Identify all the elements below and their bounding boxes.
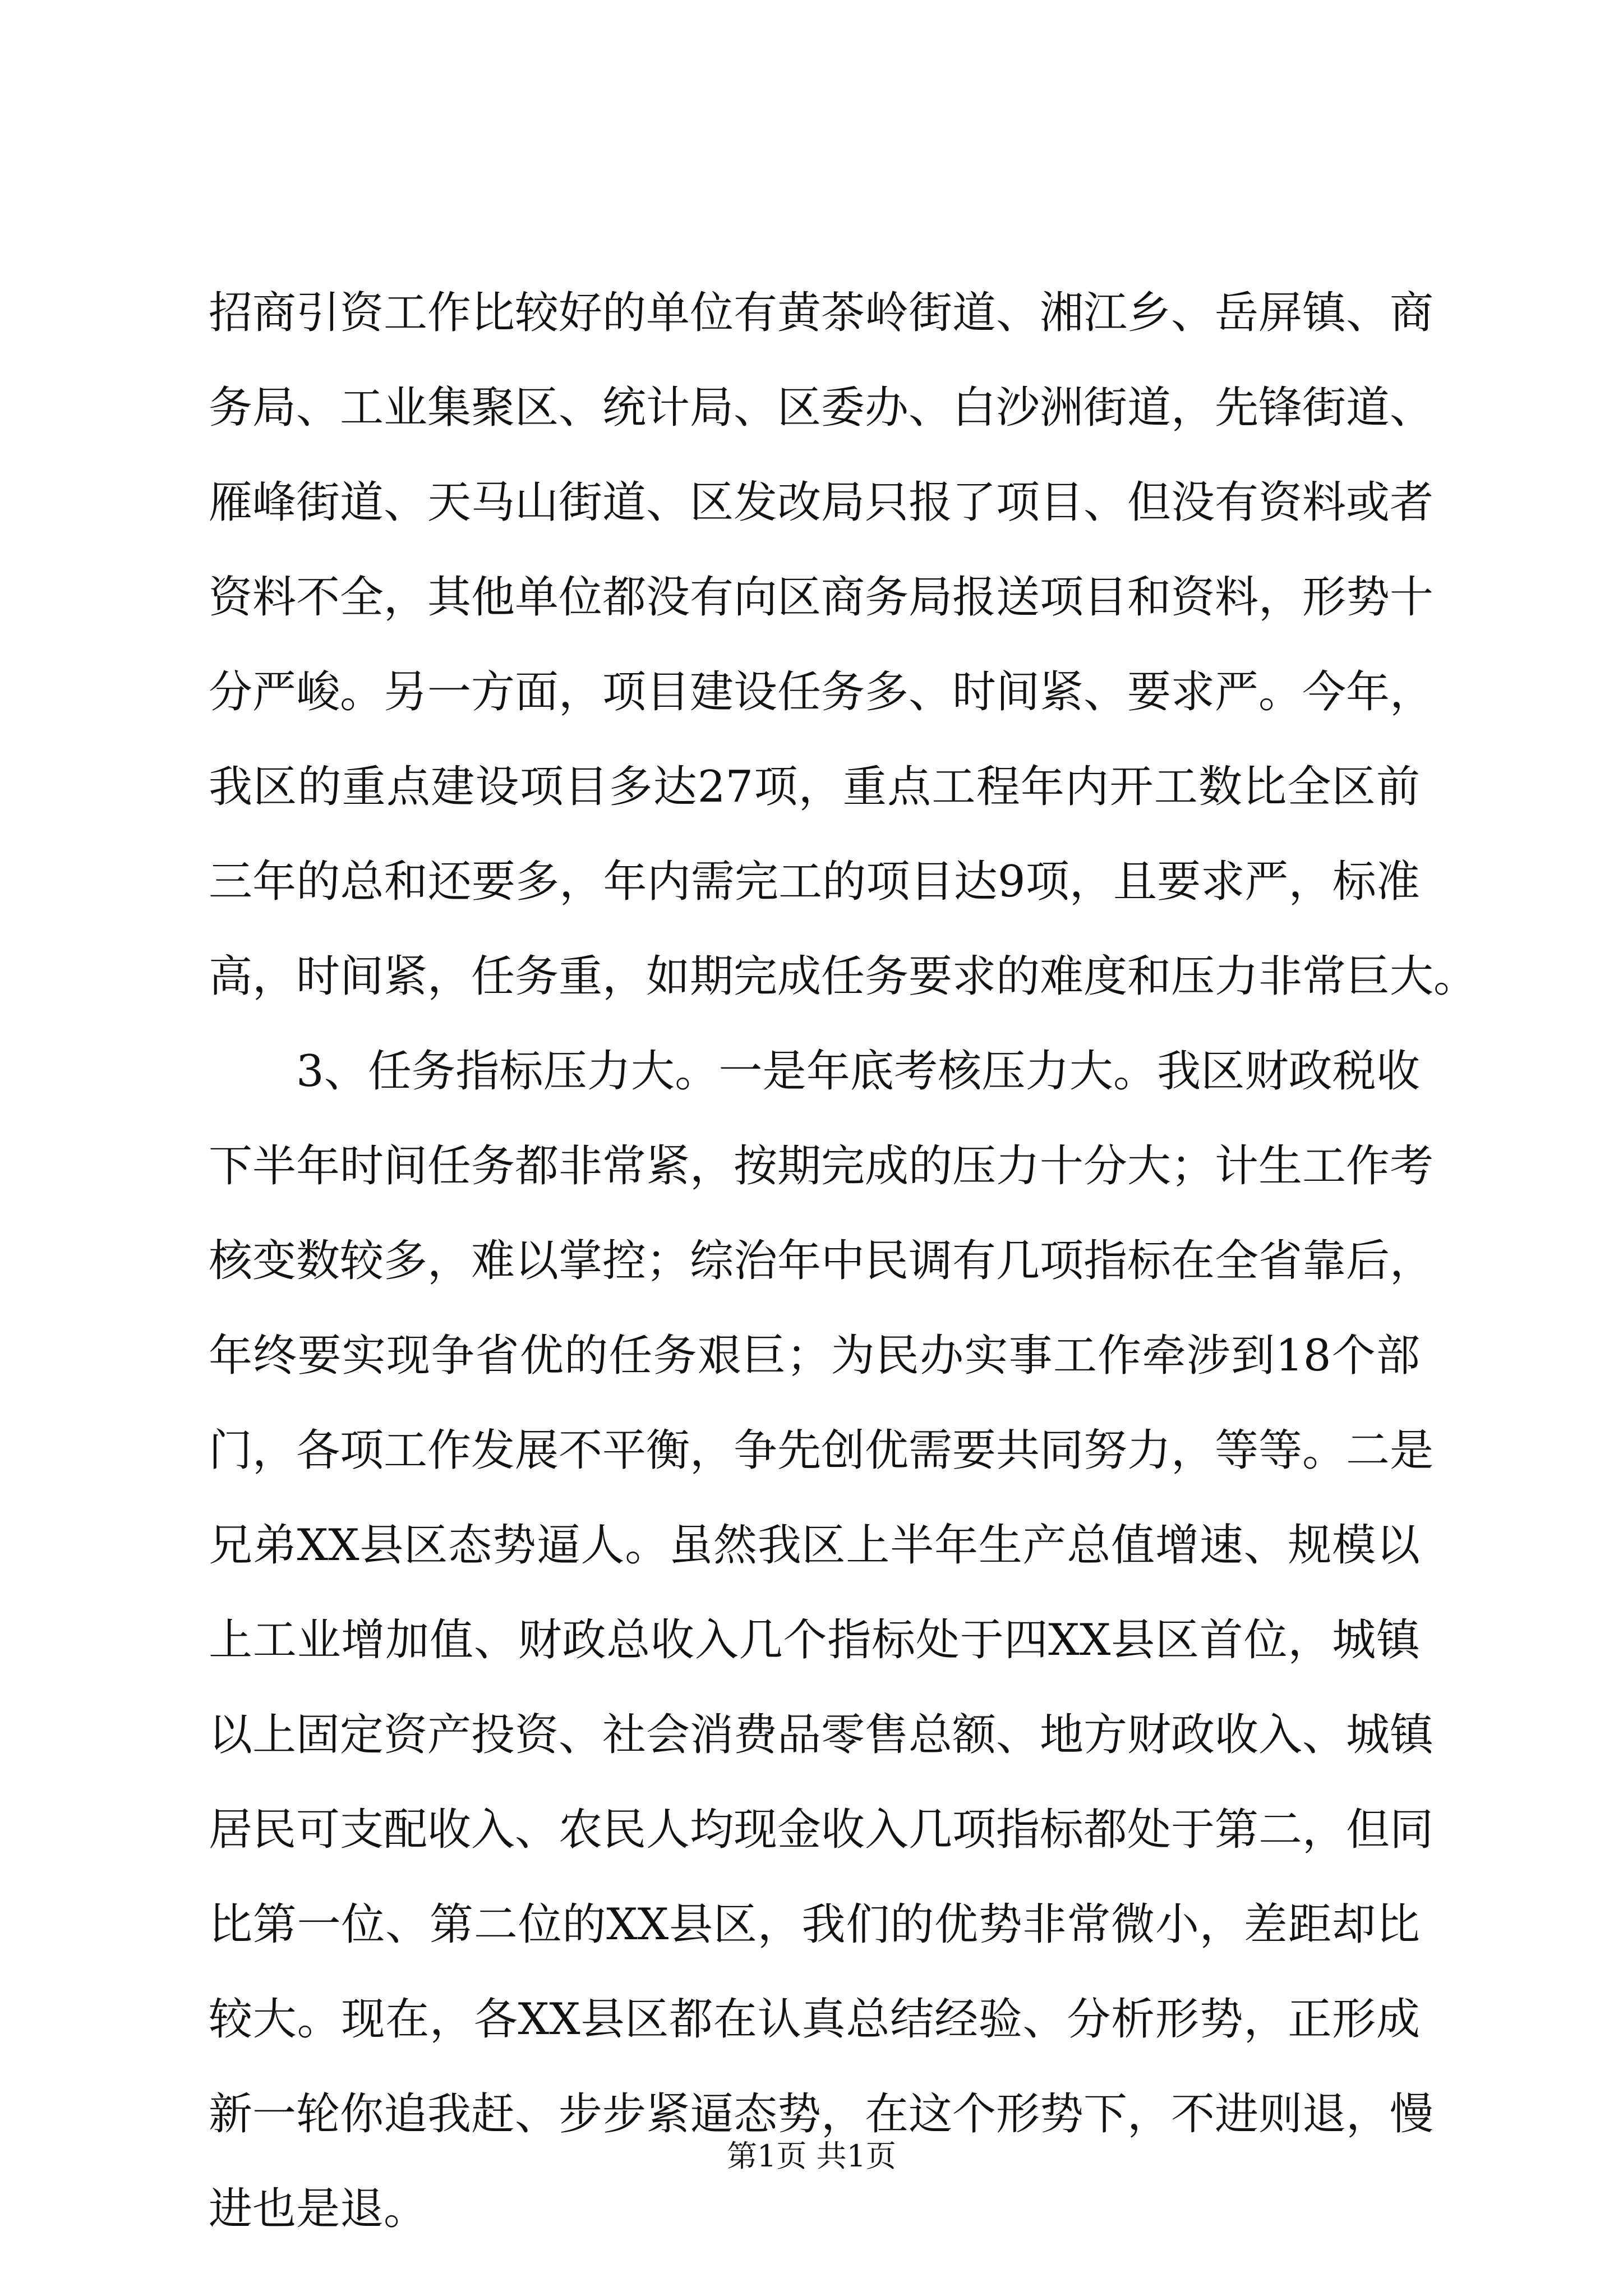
text-line: 雁峰街道、天马山街道、区发改局只报了项目、但没有资料或者	[209, 477, 1434, 528]
text-line: 核变数较多，难以掌控；综治年中民调有几项指标在全省靠后，	[209, 1236, 1434, 1286]
page-footer: 第1页 共1页	[727, 2138, 896, 2174]
text-line: 门，各项工作发展不平衡，争先创优需要共同努力，等等。二是	[209, 1425, 1434, 1476]
text-line: 上工业增加值、财政总收入几个指标处于四XX县区首位，城镇	[209, 1615, 1420, 1665]
text-line: 兄弟XX县区态势逼人。虽然我区上半年生产总值增速、规模以	[209, 1520, 1420, 1571]
text-line: 比第一位、第二位的XX县区，我们的优势非常微小，差距却比	[209, 1899, 1420, 1950]
text-line: 年终要实现争省优的任务艰巨；为民办实事工作牵涉到18个部	[209, 1331, 1420, 1381]
text-line: 务局、工业集聚区、统计局、区委办、白沙洲街道，先锋街道、	[209, 383, 1434, 433]
text-line: 招商引资工作比较好的单位有黄茶岭街道、湘江乡、岳屏镇、商	[209, 288, 1434, 338]
text-line: 下半年时间任务都非常紧，按期完成的压力十分大；计生工作考	[209, 1141, 1434, 1191]
text-line: 资料不全，其他单位都没有向区商务局报送项目和资料，形势十	[209, 572, 1434, 623]
text-line: 新一轮你追我赶、步步紧逼态势，在这个形势下，不进则退，慢	[209, 2089, 1434, 2139]
text-line: 以上固定资产投资、社会消费品零售总额、地方财政收入、城镇	[209, 1710, 1434, 1760]
text-line: 三年的总和还要多，年内需完工的项目达9项，且要求严，标准	[209, 857, 1420, 907]
text-line: 我区的重点建设项目多达27项，重点工程年内开工数比全区前	[209, 762, 1420, 812]
paragraph-end-line: 进也是退。	[209, 2184, 428, 2234]
text-line: 分严峻。另一方面，项目建设任务多、时间紧、要求严。今年，	[209, 667, 1434, 717]
paragraph-start-line: 3、任务指标压力大。一是年底考核压力大。我区财政税收	[296, 1046, 1420, 1097]
text-line: 居民可支配收入、农民人均现金收入几项指标都处于第二，但同	[209, 1805, 1434, 1855]
text-line: 高，时间紧，任务重，如期完成任务要求的难度和压力非常巨大。	[209, 951, 1478, 1002]
text-line: 较大。现在，各XX县区都在认真总结经验、分析形势，正形成	[209, 1994, 1420, 2045]
